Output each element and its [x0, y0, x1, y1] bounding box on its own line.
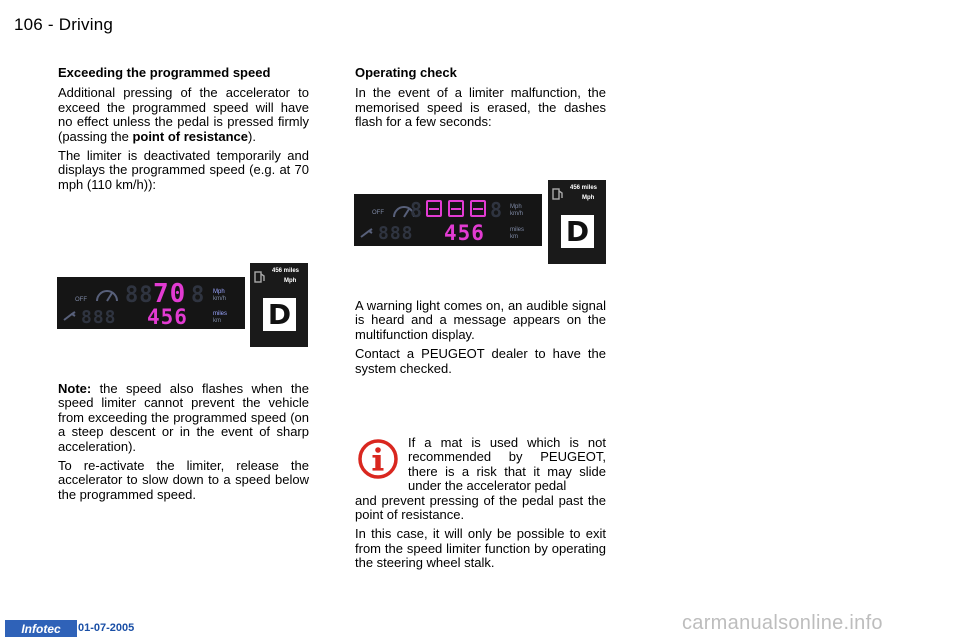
- unit-kmh: km/h: [510, 211, 524, 217]
- bold-term: point of resistance: [132, 128, 249, 144]
- segment-digits-bottom: 888: [378, 223, 414, 244]
- odometer-value: 456: [444, 221, 485, 245]
- infotec-logo: Infotec: [5, 620, 77, 637]
- paragraph-malfunction: In the event of a limiter malfunction, the memorised speed is erased, the dashes flash for a few seconds:: [355, 85, 606, 130]
- left-column-top: [58, 66, 309, 197]
- right-column-top: [355, 66, 606, 135]
- page-number: 106: [14, 15, 43, 34]
- limiter-off-label: OFF: [75, 297, 87, 303]
- unit-km: km: [213, 318, 221, 324]
- side-mph: Mph: [582, 195, 595, 201]
- paragraph-reactivate: To re-activate the limiter, release the accelerator to slow down to a speed below the programmed speed.: [58, 458, 309, 502]
- paragraph-exit-limiter: In this case, it will only be possible to exit from the speed limiter function by operating the steering wheel stalk.: [355, 526, 606, 571]
- unit-miles: miles: [510, 227, 525, 233]
- page-header: [14, 15, 113, 35]
- fuel-pump-icon: [254, 269, 266, 283]
- heading-exceeding-speed: Exceeding the programmed speed: [58, 65, 271, 80]
- limiter-off-label: OFF: [372, 210, 384, 216]
- note-text: the speed also flashes when the speed limiter cannot prevent the vehicle from exceeding the programmed speed (on a steep descent or in the event of sharp acceleration).: [58, 381, 309, 454]
- segment-digit-top-right: 8: [191, 283, 206, 308]
- paragraph-text-end: ).: [248, 128, 256, 144]
- programmed-speed: 70: [153, 279, 187, 309]
- right-column-middle: [355, 299, 606, 381]
- paragraph-text: Additional pressing of the accelerator to exceed the programmed speed will have no effect unless the pedal is pressed firmly (passing the: [58, 85, 309, 144]
- heading-operating-check: Operating check: [355, 65, 457, 80]
- note-label: Note:: [58, 381, 92, 396]
- segment-digits-bottom: 888: [81, 307, 117, 328]
- note-paragraph: [58, 382, 309, 454]
- dash-segment: [470, 200, 486, 217]
- odometer-value: 456: [147, 305, 188, 329]
- paragraph-warning: A warning light comes on, an audible signal is heard and a message appears on the multifunction display.: [355, 298, 606, 342]
- footer-date: 01-07-2005: [78, 622, 135, 634]
- unit-miles: miles: [213, 311, 228, 317]
- unit-mph: Mph: [510, 204, 522, 210]
- multifunction-display: [250, 263, 308, 347]
- side-distance: 456 miles: [570, 185, 598, 191]
- fuel-pump-icon: [552, 186, 564, 200]
- segment-digit-top-right: 8: [490, 198, 504, 222]
- unit-km: km: [510, 234, 518, 240]
- gear-indicator: D: [561, 215, 594, 248]
- segment-digits-top: 88: [125, 283, 154, 308]
- flashing-dashes: [426, 200, 486, 217]
- multifunction-display: [548, 180, 606, 264]
- paragraph-contact-dealer: Contact a PEUGEOT dealer to have the system checked.: [355, 346, 606, 376]
- unit-mph: Mph: [213, 289, 225, 295]
- instrument-display-speed: [57, 277, 245, 329]
- paragraph-exceeding: [58, 86, 309, 144]
- wrench-icon: [360, 228, 374, 238]
- info-paragraph-continued: and prevent pressing of the pedal past the point of resistance.: [355, 492, 606, 523]
- dash-segment: [448, 200, 464, 217]
- speedometer-icon: [95, 287, 119, 303]
- section-title: Driving: [58, 15, 114, 34]
- wrench-icon: [63, 311, 77, 321]
- site-watermark: carmanualsonline.info: [682, 612, 883, 634]
- header-separator: -: [47, 15, 54, 34]
- info-paragraph: If a mat is used which is not recommended by PEUGEOT, there is a risk that it may slide under the accelerator pedal: [408, 435, 606, 494]
- right-column-bottom: [355, 436, 606, 576]
- side-mph: Mph: [284, 278, 297, 284]
- gear-indicator: D: [263, 298, 296, 331]
- dash-segment: [426, 200, 442, 217]
- left-column-bottom: [58, 382, 309, 507]
- side-distance: 456 miles: [272, 268, 300, 274]
- unit-kmh: km/h: [213, 296, 227, 302]
- paragraph-deactivated: The limiter is deactivated temporarily and displays the programmed speed (e.g. at 70 mph (110 km/h)):: [58, 148, 309, 192]
- segment-digit-top-left: 8: [410, 198, 424, 222]
- instrument-display-dashes: [354, 194, 542, 246]
